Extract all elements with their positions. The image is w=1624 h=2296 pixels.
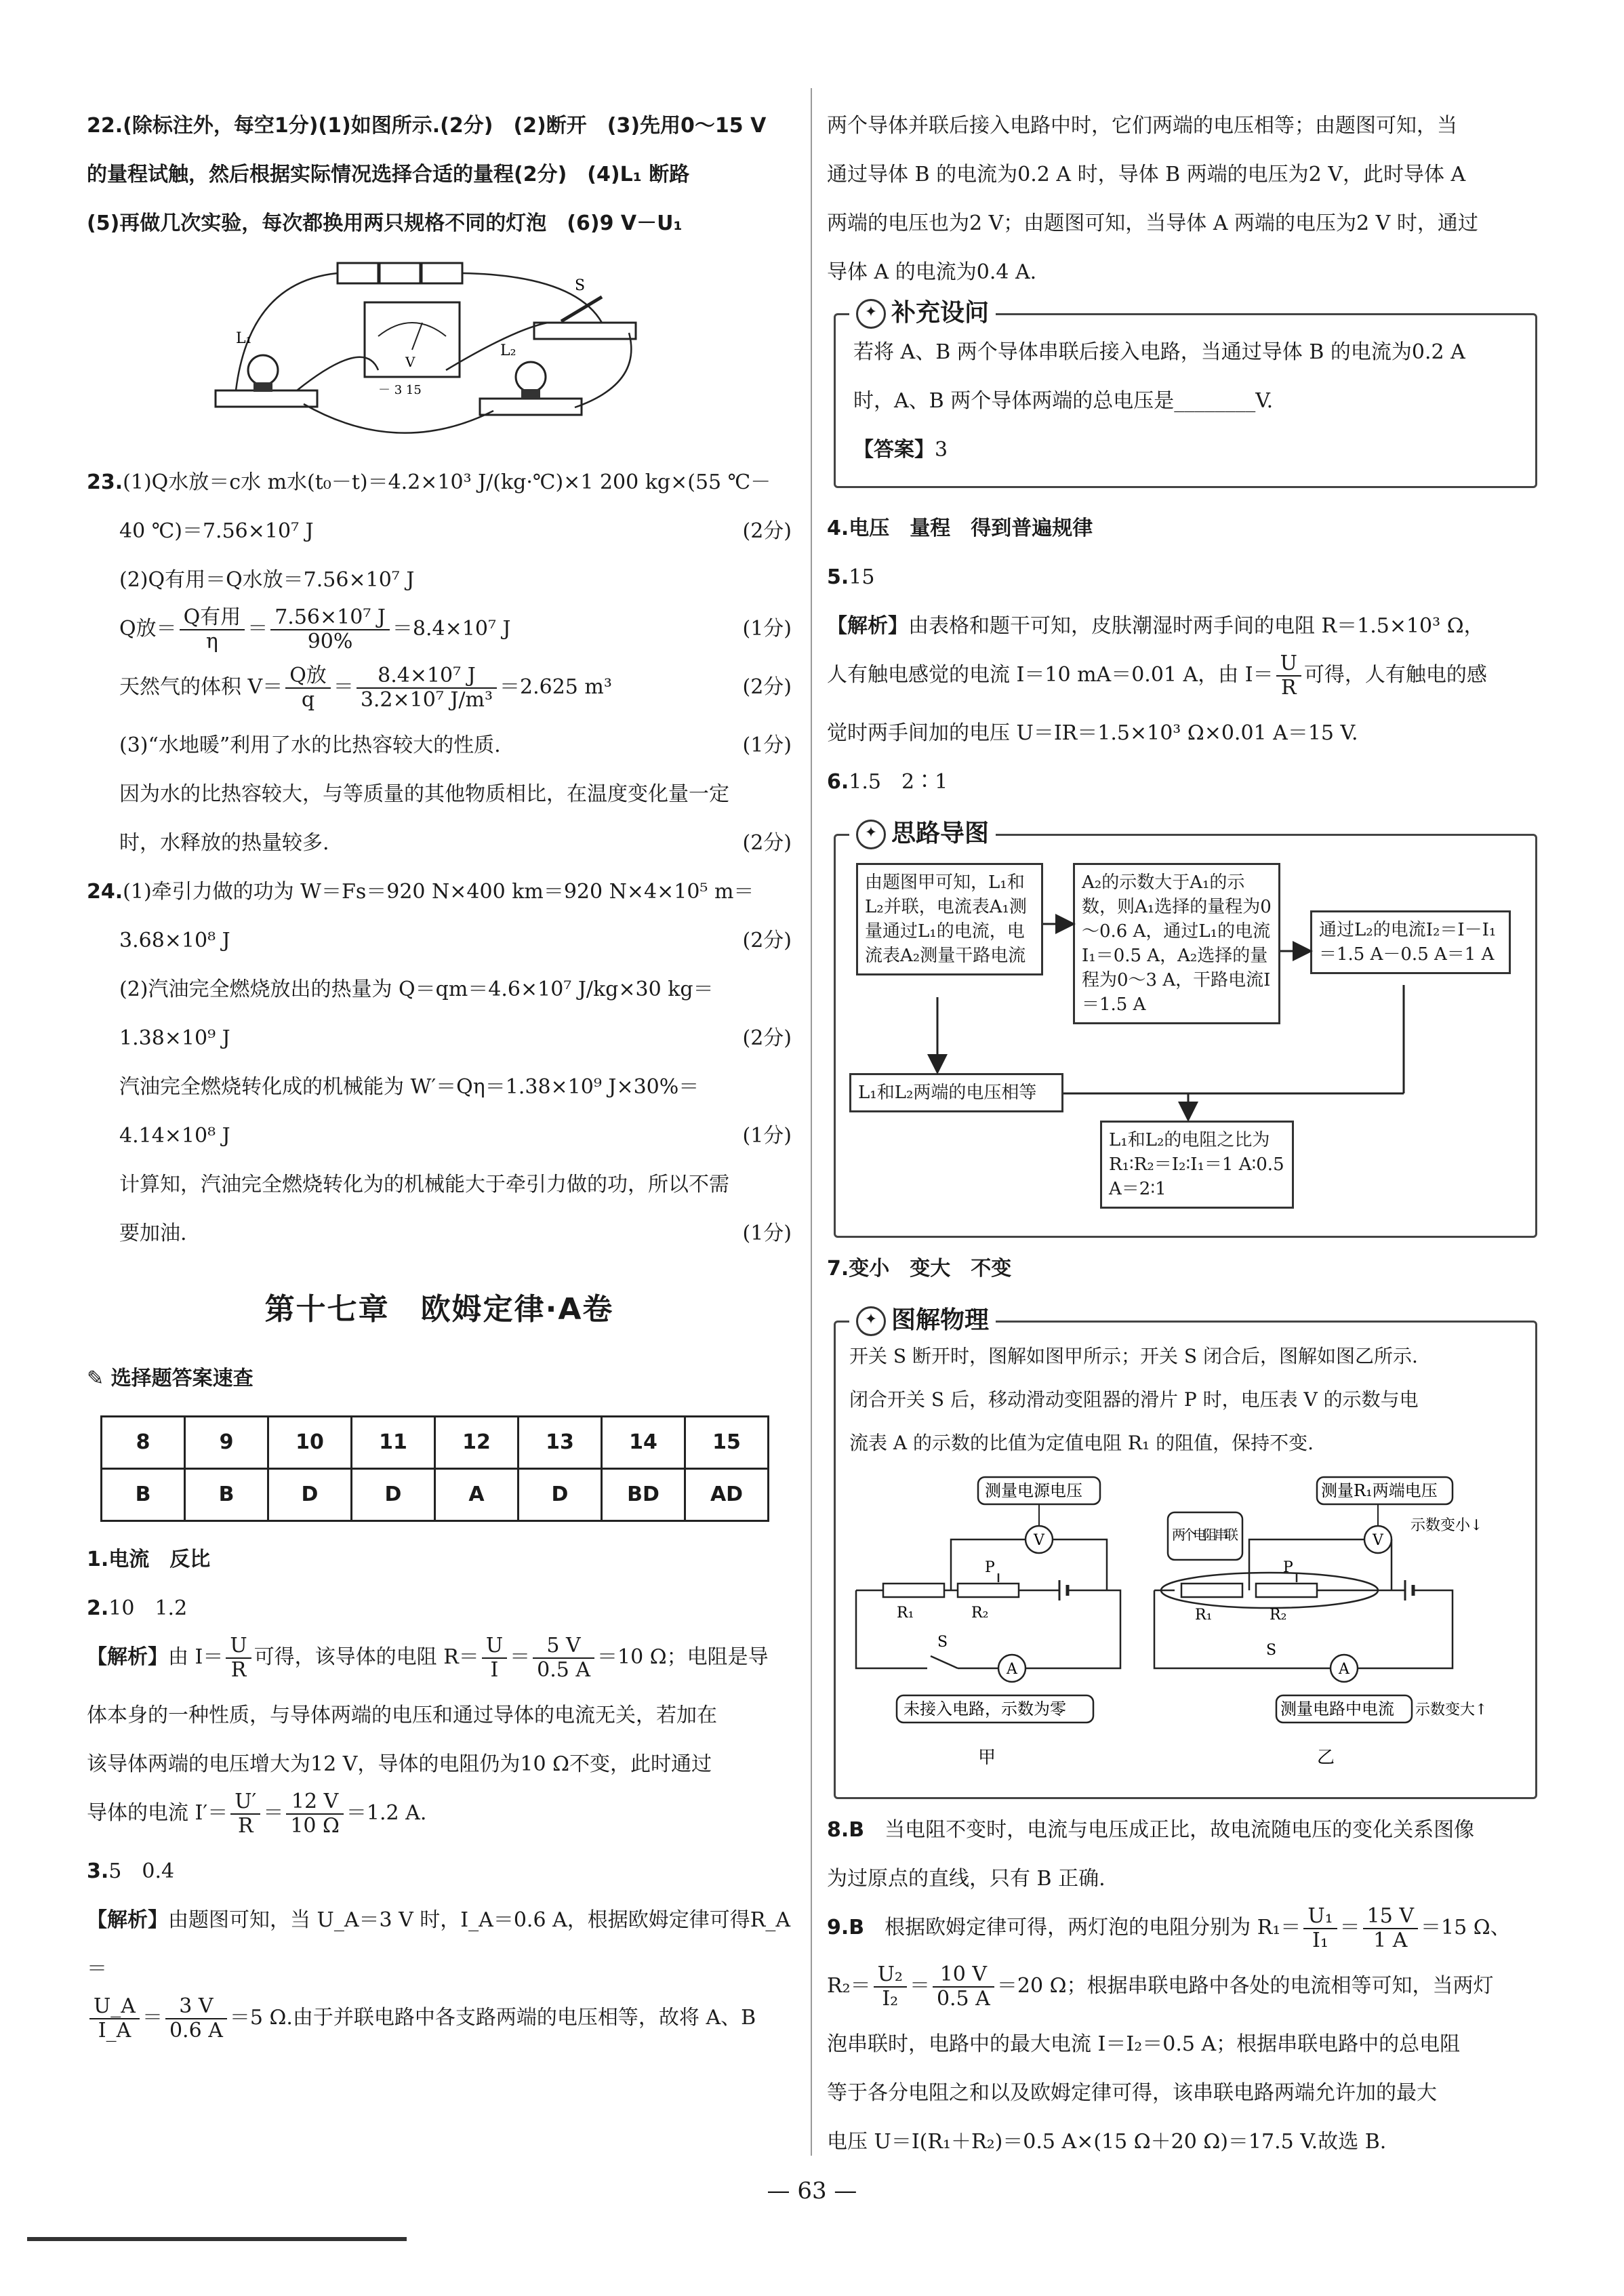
q24-line3: (2)汽油完全燃烧放出的热量为 Q＝qm＝4.6×10⁷ J/kg×30 kg＝	[119, 978, 714, 1001]
numerator: U	[482, 1634, 507, 1659]
text: ＝10 Ω；电阻是导	[597, 1645, 769, 1669]
yi-right-top-label: 示数变小↓	[1410, 1517, 1483, 1534]
answer-tag: 【答案】	[853, 438, 935, 462]
equals: ＝	[142, 2006, 163, 2030]
q23-number: 23.	[87, 470, 123, 494]
text: R₂＝	[827, 1974, 871, 1998]
yi-r1-label: R₁	[1195, 1607, 1213, 1624]
text: 可得，人有触电的感	[1303, 663, 1487, 687]
thinking-flowchart	[834, 820, 1537, 1238]
fraction	[357, 664, 497, 712]
jia-p-label: P	[985, 1559, 995, 1576]
supplement-title	[849, 295, 996, 331]
q24-points: (1分)	[742, 1222, 792, 1245]
q23-line2: 40 ℃)＝7.56×10⁷ J	[119, 519, 314, 543]
lightbulb-icon: ✦	[856, 1306, 886, 1336]
battery-cell	[380, 263, 420, 283]
numerator: 15 V	[1363, 1905, 1418, 1929]
a2-line3: 该导体两端的电压增大为12 V，导体的电阻仍为10 Ω不变，此时通过	[87, 1752, 712, 1776]
flow-box-4: L₁和L₂两端的电压相等	[849, 1073, 1063, 1112]
denominator: 0.5 A	[537, 1658, 591, 1682]
a2-answer: 10 1.2	[108, 1596, 188, 1620]
numerator: U	[1276, 652, 1301, 677]
column-divider	[811, 88, 812, 2156]
a2	[87, 1584, 792, 1847]
table-cell: 8	[102, 1417, 185, 1469]
table-cell: D	[352, 1469, 435, 1521]
q24-line4: 1.38×10⁹ J	[119, 1026, 230, 1050]
a7-answer: 变小 变大 不变	[849, 1257, 1012, 1281]
table-cell: B	[102, 1469, 185, 1521]
fraction	[482, 1634, 507, 1682]
a7-number: 7.	[827, 1257, 849, 1281]
graph-line2: 闭合开关 S 后，移动滑动变阻器的滑片 P 时，电压表 V 的示数与电	[849, 1388, 1419, 1411]
numerator: 12 V	[286, 1790, 344, 1815]
supplement-line1: 若将 A、B 两个导体串联后接入电路，当通过导体 B 的电流为0.2 A	[853, 340, 1465, 364]
q24-line5: 汽油完全燃烧转化成的机械能为 W′＝Qη＝1.38×10⁹ J×30%＝	[119, 1075, 699, 1099]
supplement-answer: 3	[935, 438, 948, 462]
a8-number: 8.	[827, 1818, 849, 1842]
a3-cont-line2: 通过导体 B 的电流为0.2 A 时，导体 B 两端的电压为2 V，此时导体 A	[827, 163, 1466, 186]
fraction	[286, 1790, 344, 1838]
a2-number: 2.	[87, 1596, 109, 1620]
graph-line3: 流表 A 的示数的比值为定值电阻 R₁ 的阻值，保持不变.	[849, 1432, 1314, 1454]
battery-cell	[422, 263, 462, 283]
analysis-tag: 【解析】	[87, 1908, 168, 1932]
q22-line1: (除标注外，每空1分)(1)如图所示.(2分) (2)断开 (3)先用0～15 V	[123, 114, 767, 138]
numerator: 3 V	[165, 1995, 227, 2019]
table-cell: 12	[435, 1417, 519, 1469]
a3-line1: 由题图可知，当 U_A＝3 V 时，I_A＝0.6 A，根据欧姆定律可得R_A＝	[87, 1908, 790, 1981]
yi-switch-label: S	[1266, 1642, 1277, 1659]
flow-box-3: 通过L₂的电流I₂＝I－I₁＝1.5 A－0.5 A＝1 A	[1310, 910, 1511, 974]
equals: ＝	[247, 617, 268, 641]
denominator: 3.2×10⁷ J/m³	[360, 688, 493, 712]
answer-table-numbers	[102, 1417, 769, 1469]
yi-right-bottom-label: 示数变大↑	[1415, 1701, 1488, 1718]
graph-title	[849, 1302, 996, 1339]
yi-top-label: 测量R₁两端电压	[1321, 1481, 1438, 1500]
denominator: R	[1280, 676, 1297, 700]
table-cell: 14	[602, 1417, 685, 1469]
analysis-tag: 【解析】	[827, 614, 908, 638]
q23	[87, 458, 792, 868]
jia-voltmeter-label: V	[1034, 1532, 1044, 1549]
yi-left-label: 两个电阻串联	[1172, 1527, 1238, 1543]
denominator: I₁	[1312, 1929, 1328, 1952]
table-cell: 15	[685, 1417, 769, 1469]
q23-qfang: Q放＝	[119, 617, 177, 641]
a5-line1: 由表格和题干可知，皮肤潮湿时两手间的电阻 R＝1.5×10³ Ω，	[908, 614, 1484, 638]
fraction	[89, 1995, 140, 2042]
flow-box-5: L₁和L₂的电阻之比为R₁∶R₂＝I₂∶I₁＝1 A∶0.5 A＝2∶1	[1100, 1121, 1294, 1209]
q23-line7: 因为水的比热容较大，与等质量的其他物质相比，在温度变化量一定	[119, 782, 729, 806]
jia-top-label: 测量电源电压	[985, 1481, 1082, 1500]
bottom-rule	[27, 2237, 407, 2241]
numerator: U	[226, 1634, 251, 1659]
graph-title-text: 图解物理	[891, 1306, 990, 1334]
a6-number: 6.	[827, 770, 849, 794]
jia-r2-label: R₂	[971, 1605, 989, 1622]
fraction	[533, 1634, 594, 1682]
pencil-icon: ✎	[87, 1367, 111, 1390]
l1-base	[216, 390, 317, 407]
graph-physics-box	[834, 1306, 1537, 1799]
answer-table-answers	[102, 1469, 769, 1521]
switch-base	[534, 323, 636, 339]
numerator: U₁	[1303, 1905, 1337, 1929]
a6-answer: 1.5 2∶1	[849, 770, 948, 794]
equals: ＝	[510, 1645, 531, 1669]
fraction	[270, 606, 390, 653]
yi-voltmeter-label: V	[1373, 1532, 1383, 1549]
l2-base	[480, 399, 582, 415]
text: 根据欧姆定律可得，两灯泡的电阻分别为 R₁＝	[885, 1916, 1301, 1939]
q23-line8: 时，水释放的热量较多.	[119, 831, 329, 855]
page-number: — 63 —	[767, 2177, 857, 2204]
numerator: 8.4×10⁷ J	[357, 664, 497, 689]
yi-r2	[1256, 1584, 1317, 1597]
wire	[856, 1590, 927, 1668]
table-cell: B	[185, 1469, 268, 1521]
jia-ammeter-label: A	[1007, 1661, 1017, 1678]
text: ＝15 Ω、	[1421, 1916, 1511, 1939]
numerator: Q有用	[180, 606, 245, 630]
table-cell: 13	[519, 1417, 602, 1469]
numerator: U_A	[89, 1995, 140, 2019]
text: ＝1.2 A.	[346, 1801, 427, 1825]
a3-number: 3.	[87, 1859, 109, 1883]
a3-cont-line3: 两端的电压也为2 V；由题图可知，当导体 A 两端的电压为2 V 时，通过	[827, 212, 1478, 235]
supplement-title-text: 补充设问	[891, 299, 990, 327]
numerator: 5 V	[533, 1634, 594, 1659]
denominator: R	[230, 1658, 247, 1682]
analysis-tag: 【解析】	[87, 1645, 168, 1669]
right-column	[827, 102, 1537, 2167]
fraction	[933, 1963, 994, 2011]
a3-answer: 5 0.4	[108, 1859, 175, 1883]
yi-ammeter-label: A	[1339, 1661, 1349, 1678]
wire	[1154, 1590, 1256, 1668]
fraction	[226, 1634, 251, 1682]
numerator: U′	[230, 1790, 260, 1815]
q23-line6: (3)“水地暖”利用了水的比热容较大的性质.	[119, 733, 501, 757]
flow-box-2: A₂的示数大于A₁的示数，则A₁选择的量程为0～0.6 A，通过L₁的电流I₁＝0.5 A，A₂选择的量程为0～3 A，干路电流I＝1.5 A	[1073, 863, 1280, 1024]
a9-number: 9.	[827, 1916, 849, 1939]
numerator: 10 V	[933, 1963, 994, 1988]
a5-line3: 觉时两手间加的电压 U＝IR＝1.5×10³ Ω×0.01 A＝15 V.	[827, 721, 1358, 745]
denominator: I₂	[882, 1987, 899, 2011]
text: 导体的电流 I′＝	[87, 1801, 228, 1825]
q23-line3: (2)Q有用＝Q水放＝7.56×10⁷ J	[119, 568, 415, 592]
q22-number: 22.	[87, 114, 123, 138]
q23-points: (2分)	[742, 675, 792, 699]
graph-line1: 开关 S 断开时，图解如图甲所示；开关 S 闭合后，图解如图乙所示.	[849, 1345, 1418, 1367]
text: 由 I＝	[168, 1645, 224, 1669]
flow-title-text: 思路导图	[891, 820, 990, 847]
fraction	[230, 1790, 260, 1838]
q23-result: ＝8.4×10⁷ J	[392, 617, 511, 641]
left-column	[87, 102, 792, 2052]
a2-line2: 体本身的一种性质，与导体两端的电压和通过导体的电流无关，若加在	[87, 1704, 717, 1727]
a9	[827, 1904, 1537, 2167]
quick-answer-title: 选择题答案速查	[110, 1367, 253, 1390]
battery-cell	[338, 263, 378, 283]
table-cell: D	[268, 1469, 352, 1521]
a1-answer: 电流 反比	[108, 1548, 211, 1571]
yi-bottom-label: 测量电路中电流	[1280, 1699, 1394, 1718]
q24-number: 24.	[87, 880, 123, 904]
jia-r1-label: R₁	[897, 1605, 914, 1622]
jia-switch-label: S	[937, 1634, 948, 1651]
a3-cont-line4: 导体 A 的电流为0.4 A.	[827, 260, 1037, 284]
q24-line8: 要加油.	[119, 1222, 187, 1245]
lightbulb-icon: ✦	[856, 299, 886, 329]
denominator: I_A	[98, 2019, 131, 2042]
a8	[827, 1806, 1537, 1904]
denominator: I	[490, 1658, 499, 1682]
equals: ＝	[333, 675, 354, 699]
q24-points: (1分)	[742, 1124, 792, 1148]
jia-r1	[883, 1584, 944, 1597]
a5-number: 5.	[827, 565, 849, 589]
denominator: η	[205, 630, 218, 653]
a9-answer: B	[849, 1916, 865, 1939]
text: 可得，该导体的电阻 R＝	[253, 1645, 479, 1669]
yi-caption: 乙	[1317, 1748, 1335, 1768]
a5-answer: 15	[849, 565, 875, 589]
equals: ＝	[909, 1974, 930, 1998]
jia-switch	[931, 1656, 958, 1668]
fraction	[165, 1995, 227, 2042]
table-cell: BD	[602, 1469, 685, 1521]
bulb-l2-socket	[521, 389, 540, 399]
a1-number: 1.	[87, 1548, 109, 1571]
fraction	[1276, 652, 1301, 700]
table-cell: 10	[268, 1417, 352, 1469]
a4-answer: 电压 量程 得到普遍规律	[849, 517, 1093, 540]
text: 人有触电感觉的电流 I＝10 mA＝0.01 A，由 I＝	[827, 663, 1274, 687]
q24	[87, 868, 792, 1258]
a9-line5: 电压 U＝I(R₁＋R₂)＝0.5 A×(15 Ω＋20 Ω)＝17.5 V.故选 B.	[827, 2130, 1387, 2154]
wire	[1358, 1590, 1453, 1668]
q24-points: (2分)	[742, 1026, 792, 1050]
text: ＝5 Ω.由于并联电路中各支路两端的电压相等，故将 A、B	[229, 2006, 756, 2030]
a8-line2: 为过原点的直线，只有 B 正确.	[827, 1867, 1105, 1891]
a8-line1: 当电阻不变时，电流与电压成正比，故电流随电压的变化关系图像	[885, 1818, 1475, 1842]
a9-line3: 泡串联时，电路中的最大电流 I＝I₂＝0.5 A；根据串联电路中的总电阻	[827, 2032, 1461, 2056]
bulb-l1-socket	[253, 382, 272, 392]
chapter-title: 第十七章 欧姆定律·A卷	[264, 1292, 614, 1327]
fraction	[874, 1963, 907, 2011]
jia-bottom-label: 未接入电路，示数为零	[904, 1699, 1066, 1718]
denominator: R	[237, 1814, 253, 1838]
voltmeter-symbol: V	[405, 354, 415, 370]
bulb-l1	[248, 355, 278, 385]
a3	[87, 1847, 792, 2052]
q23-points: (1分)	[742, 733, 792, 757]
q22-line2: 的量程试触，然后根据实际情况选择合适的量程(2分) (4)L₁ 断路	[87, 163, 690, 186]
table-cell: A	[435, 1469, 519, 1521]
denominator: 0.6 A	[169, 2019, 223, 2042]
table-cell: AD	[685, 1469, 769, 1521]
a8-answer: B	[849, 1818, 865, 1842]
yi-p-label: P	[1283, 1559, 1293, 1576]
q23-points: (2分)	[742, 831, 792, 855]
wire	[575, 333, 631, 407]
numerator: 7.56×10⁷ J	[270, 606, 390, 630]
denominator: 10 Ω	[290, 1814, 340, 1838]
q23-result: ＝2.625 m³	[500, 675, 612, 699]
jia-caption: 甲	[978, 1748, 996, 1768]
flow-box-1: 由题图甲可知，L₁和L₂并联，电流表A₁测量通过L₁的电流，电流表A₂测量干路电流	[856, 863, 1043, 975]
q23-volume: 天然气的体积 V＝	[119, 675, 283, 699]
q24-points: (2分)	[742, 929, 792, 952]
jia-r2	[958, 1584, 1019, 1597]
wire	[304, 404, 493, 433]
fraction	[285, 664, 331, 712]
fraction	[1363, 1905, 1418, 1952]
circuit-figure	[195, 255, 710, 451]
q22	[87, 102, 792, 451]
label-l2: L₂	[500, 342, 516, 359]
denominator: 0.5 A	[936, 1987, 990, 2011]
table-cell: 11	[352, 1417, 435, 1469]
numerator: U₂	[874, 1963, 907, 1988]
a3-cont-line1: 两个导体并联后接入电路中时，它们两端的电压相等；由题图可知，当	[827, 114, 1457, 138]
q24-line1: (1)牵引力做的功为 W＝Fs＝920 N×400 km＝920 N×4×10⁵ m＝	[123, 880, 754, 904]
fraction	[1303, 1905, 1337, 1952]
q24-line6: 4.14×10⁸ J	[119, 1124, 230, 1148]
label-s: S	[575, 277, 586, 294]
a5	[827, 553, 1537, 758]
voltmeter-scale: － 3 15	[378, 383, 422, 397]
a4-number: 4.	[827, 517, 849, 540]
supplement-box	[834, 299, 1537, 488]
numerator: Q放	[285, 664, 331, 689]
table-cell: D	[519, 1469, 602, 1521]
q24-line7: 计算知，汽油完全燃烧转化为的机械能大于牵引力做的功，所以不需	[119, 1173, 729, 1196]
flow-title	[849, 815, 996, 852]
q23-points: (1分)	[742, 617, 792, 641]
a9-line4: 等于各分电阻之和以及欧姆定律可得，该串联电路两端允许加的最大	[827, 2081, 1437, 2105]
label-l1: L₁	[236, 330, 252, 347]
lightbulb-icon: ✦	[856, 820, 886, 849]
q22-line3: (5)再做几次实验，每次都换用两只规格不同的灯泡 (6)9 V－U₁	[87, 212, 683, 235]
equals: ＝	[263, 1801, 284, 1825]
supplement-line2: 时，A、B 两个导体两端的总电压是________V.	[853, 389, 1274, 413]
fraction	[180, 606, 245, 653]
yi-r2-label: R₂	[1270, 1607, 1287, 1624]
yi-r1	[1181, 1584, 1242, 1597]
denominator: 90%	[307, 630, 353, 653]
answer-table	[100, 1415, 769, 1522]
wire	[1053, 1539, 1107, 1590]
bulb-l2	[516, 362, 546, 392]
equals: ＝	[1339, 1916, 1360, 1939]
circuit-diagrams	[843, 1472, 1520, 1790]
quick-answer-heading	[87, 1354, 792, 1403]
text: ＝20 Ω；根据串联电路中各处的电流相等可知，当两灯	[996, 1974, 1494, 1998]
q24-line2: 3.68×10⁸ J	[119, 929, 230, 952]
q23-points: (2分)	[742, 519, 792, 543]
denominator: 1 A	[1373, 1929, 1408, 1952]
table-cell: 9	[185, 1417, 268, 1469]
wire	[1026, 1590, 1120, 1668]
denominator: q	[301, 688, 315, 712]
q23-line1: (1)Q水放＝c水 m水(t₀－t)＝4.2×10³ J/(kg·℃)×1 200 kg×(55 ℃－	[123, 470, 771, 494]
